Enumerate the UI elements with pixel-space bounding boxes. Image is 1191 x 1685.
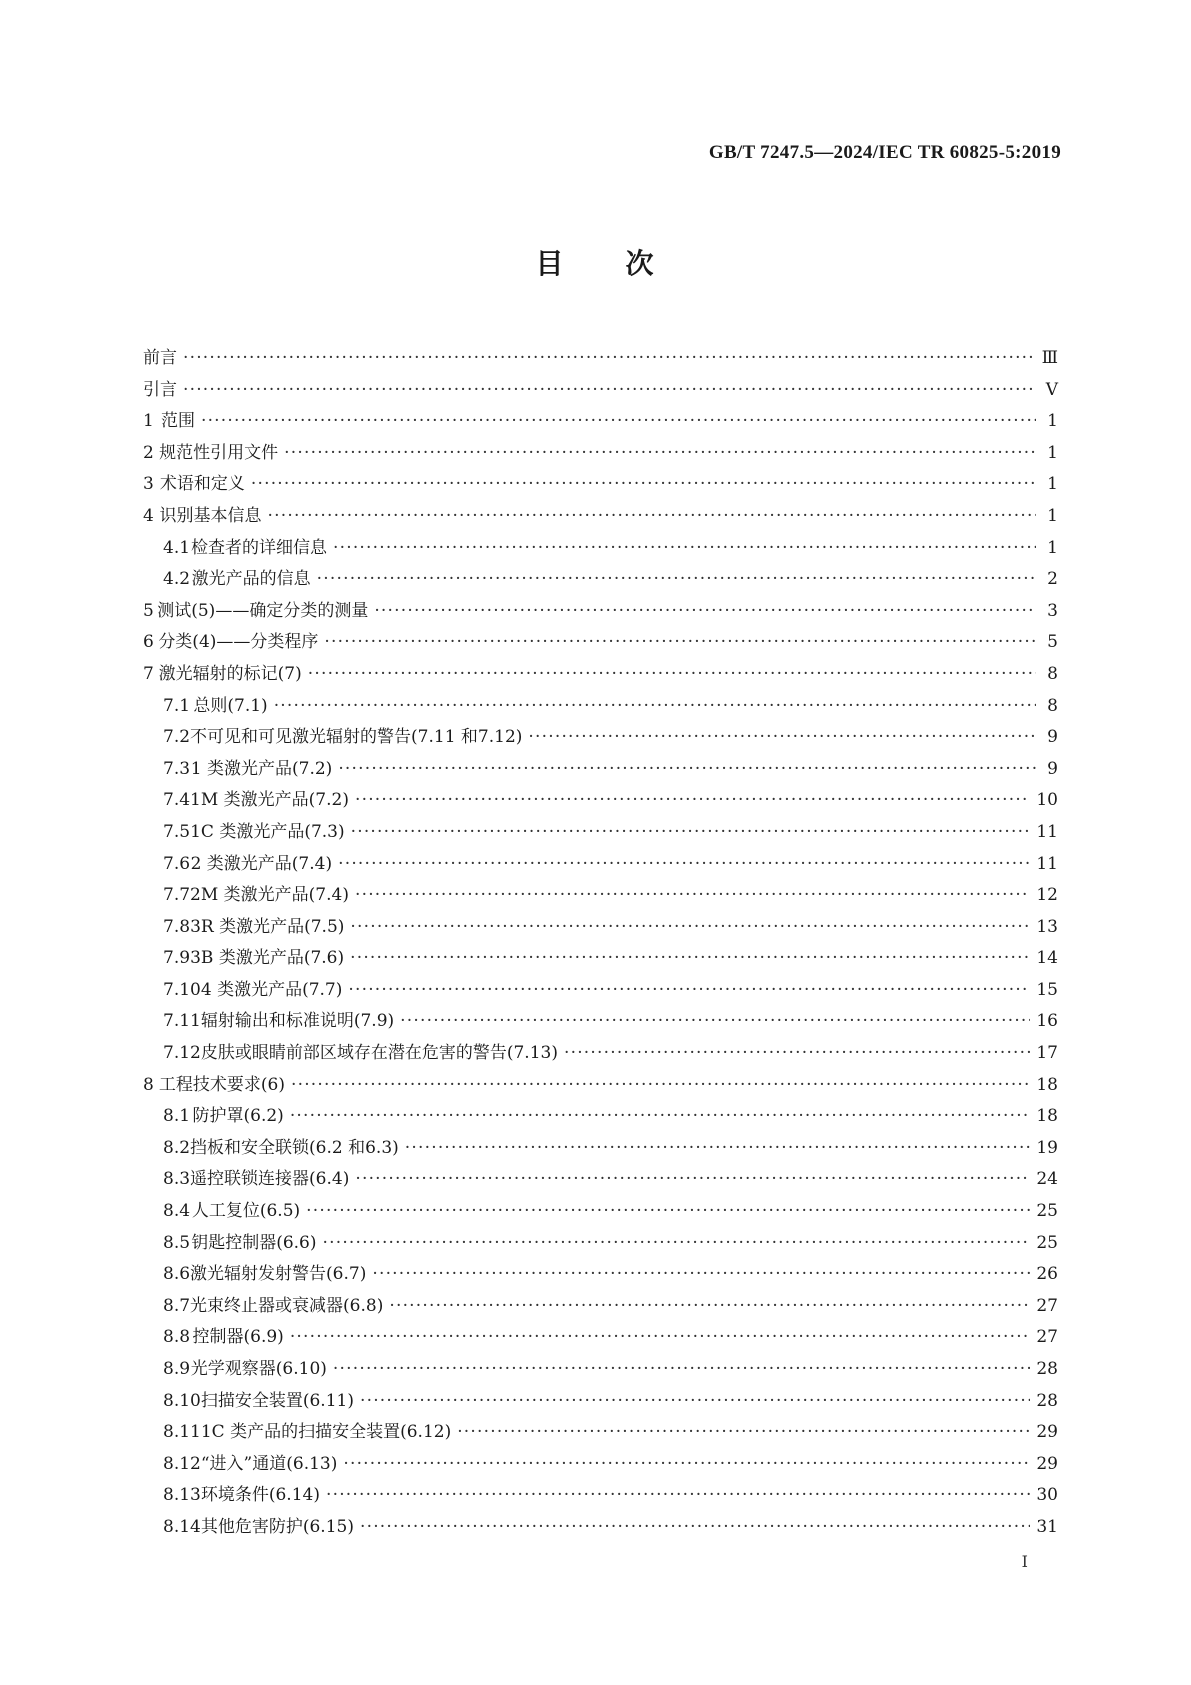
- toc-entry-label: 3B 类激光产品(7.6): [190, 948, 345, 969]
- toc-entry[interactable]: [143, 722, 1058, 754]
- toc-entry[interactable]: [143, 754, 1058, 786]
- toc-entry-page: 26: [1036, 1264, 1058, 1285]
- toc-leader-dots: [274, 691, 1036, 723]
- toc-entry-page: 1: [1047, 537, 1058, 558]
- toc-leader-dots: [183, 343, 1036, 375]
- toc-entry-label: 挡板和安全联锁(6.2 和6.3): [190, 1137, 399, 1158]
- toc-leader-dots: [251, 469, 1036, 501]
- toc-entry-label: 激光产品的信息: [191, 569, 311, 590]
- toc-leader-dots: [284, 438, 1036, 470]
- toc-leader-dots: [323, 1228, 1031, 1260]
- toc-entry-number: 8.7: [163, 1295, 191, 1316]
- toc-leader-dots: [355, 1164, 1030, 1196]
- toc-entry[interactable]: [143, 1386, 1058, 1418]
- toc-entry[interactable]: [143, 1038, 1058, 1070]
- toc-entry-label: 辐射输出和标准说明(7.9): [200, 1011, 395, 1032]
- toc-entry[interactable]: [143, 343, 1058, 375]
- toc-entry-page: 10: [1036, 790, 1058, 811]
- toc-entry-number: 6: [143, 632, 154, 653]
- toc-entry-label: 总则(7.1): [193, 695, 268, 716]
- toc-leader-dots: [306, 1196, 1030, 1228]
- toc-entry-page: 30: [1036, 1485, 1058, 1506]
- toc-entry-number: 3: [143, 474, 154, 495]
- toc-entry-number: 4.1: [163, 537, 191, 558]
- toc-leader-dots: [290, 1101, 1031, 1133]
- toc-entry[interactable]: [143, 501, 1058, 533]
- toc-entry-page: 28: [1036, 1390, 1058, 1411]
- toc-entry[interactable]: [143, 880, 1058, 912]
- toc-entry[interactable]: [143, 469, 1058, 501]
- toc-entry[interactable]: [143, 849, 1058, 881]
- toc-entry-label: 光学观察器(6.10): [190, 1359, 327, 1379]
- toc-entry-page: 12: [1036, 885, 1058, 906]
- toc-entry-page: 29: [1036, 1422, 1058, 1443]
- toc-leader-dots: [564, 1038, 1030, 1070]
- toc-entry-number: 8.12: [163, 1453, 201, 1474]
- toc-entry-label: 检查者的详细信息: [191, 537, 328, 558]
- toc-entry-page: 18: [1036, 1106, 1058, 1127]
- toc-entry-number: 8.14: [163, 1516, 201, 1537]
- standard-code: GB/T 7247.5—2024/IEC TR 60825-5:2019: [708, 142, 1061, 163]
- toc-entry-number: 5: [143, 600, 154, 621]
- toc-entry-label: 环境条件(6.14): [200, 1485, 320, 1506]
- toc-entry-page: 1: [1047, 411, 1058, 432]
- toc-entry-page: 2: [1047, 569, 1058, 590]
- toc-entry-page: 11: [1036, 853, 1058, 874]
- toc-entry[interactable]: [143, 691, 1058, 723]
- toc-entry-label: 钥匙控制器(6.6): [191, 1232, 317, 1253]
- toc-entry-label: 光束终止器或衰减器(6.8): [190, 1295, 384, 1316]
- toc-entry-page: 24: [1036, 1169, 1058, 1190]
- toc-leader-dots: [338, 849, 1030, 881]
- toc-leader-dots: [528, 722, 1036, 754]
- toc-entry-page: 1: [1047, 505, 1058, 526]
- toc-entry-label: 1C 类产品的扫描安全装置(6.12): [200, 1422, 452, 1443]
- toc-entry[interactable]: [143, 564, 1058, 596]
- toc-entry[interactable]: [143, 1449, 1058, 1481]
- toc-leader-dots: [201, 406, 1036, 438]
- toc-entry[interactable]: [143, 1228, 1058, 1260]
- toc-entry-number: 8.2: [163, 1137, 191, 1158]
- toc-entry[interactable]: [143, 659, 1058, 691]
- toc-entry-label: 术语和定义: [159, 474, 245, 495]
- toc-leader-dots: [355, 880, 1030, 912]
- toc-entry-number: 7.9: [163, 948, 191, 969]
- toc-entry-page: 18: [1036, 1074, 1058, 1095]
- toc-entry-label: 1M 类激光产品(7.2): [190, 790, 349, 811]
- toc-entry-number: 7: [143, 663, 154, 684]
- toc-entry-number: 1: [143, 411, 154, 432]
- toc-entry-label: 引言: [143, 379, 177, 400]
- toc-leader-dots: [317, 564, 1036, 596]
- toc-entry[interactable]: [143, 1512, 1058, 1544]
- toc-entry-number: 7.12: [163, 1043, 201, 1064]
- toc-entry-label: 遥控联锁连接器(6.4): [190, 1169, 350, 1190]
- toc-leader-dots: [333, 1354, 1030, 1386]
- toc-entry-number: 8.11: [163, 1422, 201, 1443]
- toc-entry-page: 5: [1047, 632, 1058, 653]
- toc-entry[interactable]: [143, 785, 1058, 817]
- toc-entry-number: 7.1: [163, 695, 191, 716]
- toc-entry-page: 28: [1036, 1359, 1058, 1379]
- toc-leader-dots: [308, 659, 1036, 691]
- toc-entry[interactable]: [143, 1070, 1058, 1102]
- toc-entry[interactable]: [143, 438, 1058, 470]
- toc-entry-label: 激光辐射的标记(7): [158, 663, 302, 684]
- toc-entry[interactable]: [143, 975, 1058, 1007]
- toc-entry-number: 8.1: [163, 1106, 191, 1127]
- toc-entry-number: 4: [143, 505, 154, 526]
- toc-leader-dots: [372, 1259, 1030, 1291]
- toc-entry-label: 范围: [160, 411, 195, 432]
- toc-leader-dots: [374, 596, 1036, 628]
- toc-entry-number: 7.3: [163, 758, 191, 779]
- toc-title-part2: 次: [625, 247, 656, 280]
- toc-entry[interactable]: [143, 1322, 1058, 1354]
- toc-leader-dots: [291, 1070, 1030, 1102]
- toc-entry-number: 8.13: [163, 1485, 201, 1506]
- toc-entry-number: 7.7: [163, 885, 191, 906]
- toc-entry-number: 8.8: [163, 1327, 191, 1348]
- toc-title-part1: 目: [535, 247, 566, 280]
- toc-leader-dots: [350, 943, 1030, 975]
- toc-entry-number: 8.3: [163, 1169, 191, 1190]
- toc-entry-page: 3: [1047, 600, 1058, 621]
- toc-entry-label: 分类(4)——分类程序: [158, 632, 319, 653]
- toc-leader-dots: [268, 501, 1036, 533]
- toc-entry-number: 7.6: [163, 853, 191, 874]
- toc-leader-dots: [355, 785, 1030, 817]
- toc-entry-number: 7.11: [163, 1011, 201, 1032]
- toc-entry[interactable]: [143, 912, 1058, 944]
- toc-entry-label: 激光辐射发射警告(6.7): [190, 1264, 367, 1285]
- toc-entry-page: 31: [1036, 1516, 1058, 1537]
- toc-entry[interactable]: [143, 1196, 1058, 1228]
- toc-entry-label: 控制器(6.9): [192, 1327, 284, 1348]
- toc-entry[interactable]: [143, 1417, 1058, 1449]
- toc-leader-dots: [183, 375, 1036, 407]
- toc-entry-number: 4.2: [163, 569, 191, 590]
- toc-leader-dots: [324, 627, 1036, 659]
- toc-entry-number: 8.6: [163, 1264, 191, 1285]
- toc-entry-label: 规范性引用文件: [159, 442, 279, 463]
- toc-entry[interactable]: [143, 817, 1058, 849]
- toc-entry-page: 29: [1036, 1453, 1058, 1474]
- toc-leader-dots: [290, 1322, 1031, 1354]
- toc-entry-label: 4 类激光产品(7.7): [200, 979, 343, 1000]
- toc-leader-dots: [348, 975, 1030, 1007]
- toc-entry-label: 人工复位(6.5): [191, 1201, 301, 1222]
- toc-entry-number: 2: [143, 442, 154, 463]
- page-number: Ⅰ: [1021, 1552, 1028, 1571]
- toc-entry[interactable]: [143, 1133, 1058, 1165]
- toc-leader-dots: [343, 1449, 1030, 1481]
- toc-entry-number: 8.5: [163, 1232, 191, 1253]
- toc-entry-page: 9: [1047, 727, 1058, 748]
- toc-entry-label: 2M 类激光产品(7.4): [190, 885, 349, 906]
- toc-leader-dots: [457, 1417, 1030, 1449]
- toc-entry-page: 19: [1036, 1137, 1058, 1158]
- toc-entry[interactable]: [143, 1291, 1058, 1323]
- toc-leader-dots: [333, 533, 1036, 565]
- toc-leader-dots: [360, 1386, 1030, 1418]
- toc-entry-number: 8.9: [163, 1359, 191, 1379]
- toc-entry-number: 8: [143, 1074, 154, 1095]
- toc-entry-page: 14: [1036, 948, 1058, 969]
- toc-entry-page: 16: [1036, 1011, 1058, 1032]
- toc-entry-number: 7.4: [163, 790, 191, 811]
- toc-entry-page: 15: [1036, 979, 1058, 1000]
- toc-entry-label: 扫描安全装置(6.11): [200, 1390, 354, 1411]
- toc-entry-number: 8.10: [163, 1390, 201, 1411]
- toc-entry[interactable]: [143, 1101, 1058, 1133]
- toc-entry-number: 7.2: [163, 727, 191, 748]
- toc-entry-page: 9: [1047, 758, 1058, 779]
- toc-entry[interactable]: [143, 1006, 1058, 1038]
- toc-entry-label: 测试(5)——确定分类的测量: [157, 600, 369, 621]
- toc-entry[interactable]: [143, 375, 1058, 407]
- toc-entry-page: 11: [1036, 821, 1058, 842]
- toc-entry[interactable]: [143, 1164, 1058, 1196]
- toc-entry-page: 27: [1036, 1295, 1058, 1316]
- toc-entry-label: 不可见和可见激光辐射的警告(7.11 和7.12): [190, 727, 523, 748]
- toc-entry-page: Ⅴ: [1045, 379, 1058, 400]
- toc-entry-number: 7.5: [163, 821, 191, 842]
- toc-entry-page: 1: [1047, 474, 1058, 495]
- toc-leader-dots: [360, 1512, 1030, 1544]
- toc-entry-label: 工程技术要求(6): [158, 1074, 285, 1095]
- toc-entry-page: 25: [1036, 1201, 1058, 1222]
- toc-entry-label: 识别基本信息: [159, 505, 262, 526]
- toc-leader-dots: [350, 912, 1030, 944]
- toc-entry[interactable]: [143, 943, 1058, 975]
- toc-entry-label: 1C 类激光产品(7.3): [190, 821, 345, 842]
- toc-leader-dots: [389, 1291, 1030, 1323]
- toc-entry-page: 8: [1047, 663, 1058, 684]
- toc-leader-dots: [400, 1006, 1030, 1038]
- toc-entry-label: 2 类激光产品(7.4): [190, 853, 333, 874]
- toc-entry-label: 防护罩(6.2): [192, 1106, 284, 1127]
- toc-entry[interactable]: [143, 533, 1058, 565]
- toc-entry[interactable]: [143, 627, 1058, 659]
- toc-entry-label: 1 类激光产品(7.2): [190, 758, 333, 779]
- toc-entry[interactable]: [143, 1259, 1058, 1291]
- toc-entry-label: 前言: [143, 348, 177, 368]
- toc-list: [143, 343, 1058, 1544]
- toc-entry-page: 27: [1036, 1327, 1058, 1348]
- toc-entry[interactable]: [143, 596, 1058, 628]
- toc-leader-dots: [351, 817, 1031, 849]
- toc-entry[interactable]: [143, 1480, 1058, 1512]
- toc-entry-number: 7.10: [163, 979, 201, 1000]
- toc-entry-number: 8.4: [163, 1201, 191, 1222]
- toc-entry[interactable]: [143, 406, 1058, 438]
- toc-entry-number: 7.8: [163, 916, 191, 937]
- toc-entry-page: 8: [1047, 695, 1058, 716]
- toc-leader-dots: [338, 754, 1036, 786]
- toc-title: [0, 242, 1191, 282]
- toc-entry-label: “进入”通道(6.13): [200, 1453, 338, 1474]
- toc-entry-page: 13: [1036, 916, 1058, 937]
- toc-entry-page: Ⅲ: [1041, 348, 1058, 368]
- toc-leader-dots: [405, 1133, 1031, 1165]
- toc-entry-page: 17: [1036, 1043, 1058, 1064]
- toc-entry-page: 1: [1047, 442, 1058, 463]
- toc-entry-page: 25: [1036, 1232, 1058, 1253]
- toc-entry-label: 其他危害防护(6.15): [200, 1516, 354, 1537]
- toc-entry-label: 3R 类激光产品(7.5): [190, 916, 345, 937]
- toc-leader-dots: [326, 1480, 1030, 1512]
- toc-entry-label: 皮肤或眼睛前部区域存在潜在危害的警告(7.13): [200, 1043, 558, 1064]
- toc-entry[interactable]: [143, 1354, 1058, 1386]
